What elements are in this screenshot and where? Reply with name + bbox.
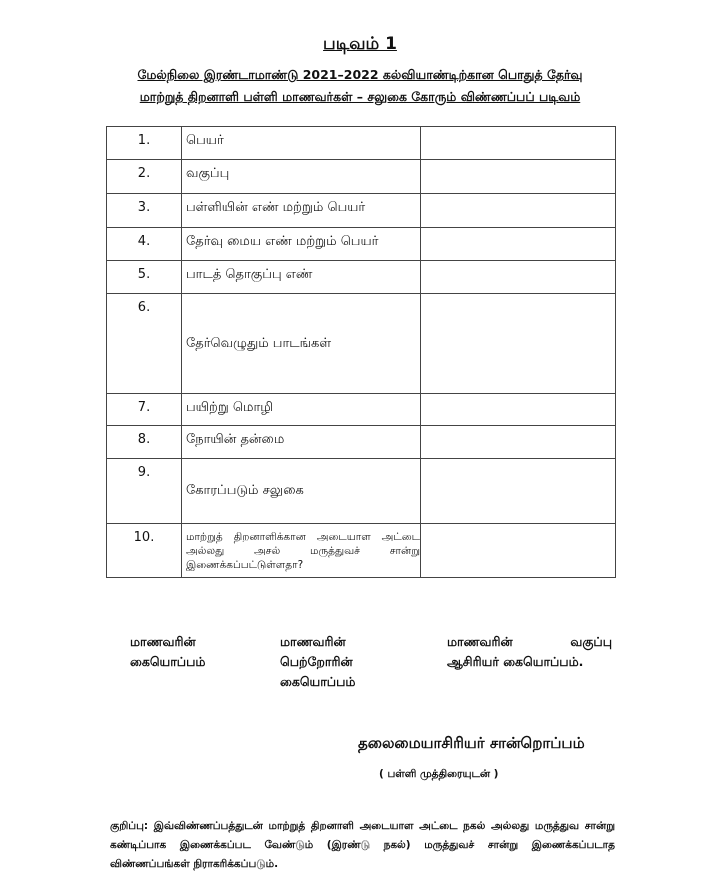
form-row [107,160,616,194]
form-row [107,294,616,394]
form-row [107,194,616,228]
student-signature-label-2: கையொப்பம் [130,654,206,669]
row-answer-field[interactable] [421,127,616,160]
class-teacher-signature-block [447,632,612,672]
parent-signature-block [280,632,390,692]
school-seal-note: ( பள்ளி முத்திரையுடன் ) [379,768,499,780]
row-number: 1. [107,127,182,160]
form-row [107,459,616,524]
row-answer-field[interactable] [421,228,616,261]
row-label: பெயர் [182,127,421,160]
row-label: தேர்வு மைய எண் மற்றும் பெயர் [182,228,421,261]
row-label: வகுப்பு [182,160,421,194]
row-label: மாற்றுத் திறனாளிக்கான அடையாள அட்டை அல்லது அசல் மருத்துவச் சான்று இணைக்கப்பட்டுள்ளதா? [182,524,421,578]
row-answer-field[interactable] [421,294,616,394]
form-row [107,524,616,578]
parent-signature-label-2: பெற்றோரின் [280,654,353,669]
parent-signature-label-1: மாணவரின் [280,634,346,649]
form-row [107,394,616,426]
student-signature-block [130,632,230,672]
row-number: 8. [107,426,182,459]
row-label: நோயின் தன்மை [182,426,421,459]
application-form-table [106,126,616,578]
row-answer-field[interactable] [421,194,616,228]
row-answer-field[interactable] [421,426,616,459]
row-answer-field[interactable] [421,261,616,294]
form-row [107,127,616,160]
footer-note: குறிப்பு: இவ்விண்ணப்பத்துடன் மாற்றுத் திறனாளி அடையாள அட்டை நகல் அல்லது மருத்துவ சான்று கண்டிப்பாக இணைக்கப்பட வேண்டும் (இரண்டு நகல்) மருத்துவச் சான்று இணைக்கப்படாத விண்ணப்பங்கள் நிராகரிக்கப்படும். [110,820,615,870]
row-label: பாடத் தொகுப்பு எண் [182,261,421,294]
student-signature-label-1: மாணவரின் [130,634,196,649]
form-subtitle-line2: மாற்றுத் திறனாளி பள்ளி மாணவர்கள் – சலுகை கோரும் விண்ணப்பப் படிவம் [139,89,581,104]
row-label: பயிற்று மொழி [182,394,421,426]
row-answer-field[interactable] [421,459,616,524]
headmaster-attestation: தலைமையாசிரியர் சான்றொப்பம் [358,734,585,752]
row-number: 2. [107,160,182,194]
row-answer-field[interactable] [421,394,616,426]
row-label: கோரப்படும் சலுகை [182,459,421,524]
form-subtitle-line1: மேல்நிலை இரண்டாமாண்டு 2021–2022 கல்வியாண்டிற்கான பொதுத் தேர்வு [137,67,583,82]
form-row [107,228,616,261]
row-label: பள்ளியின் எண் மற்றும் பெயர் [182,194,421,228]
row-number: 10. [107,524,182,578]
parent-signature-label-3: கையொப்பம் [280,674,356,689]
teacher-signature-label-2: ஆசிரியர் கையொப்பம். [447,654,584,669]
form-title: படிவம் 1 [323,34,397,54]
teacher-signature-word-2: வகுப்பு [570,634,612,649]
row-label: தேர்வெழுதும் பாடங்கள் [182,294,421,394]
row-number: 5. [107,261,182,294]
row-answer-field[interactable] [421,160,616,194]
row-number: 3. [107,194,182,228]
row-number: 9. [107,459,182,524]
form-row [107,261,616,294]
row-number: 7. [107,394,182,426]
row-number: 4. [107,228,182,261]
teacher-signature-word-1: மாணவரின் [447,634,513,649]
row-answer-field[interactable] [421,524,616,578]
form-row [107,426,616,459]
row-number: 6. [107,294,182,394]
